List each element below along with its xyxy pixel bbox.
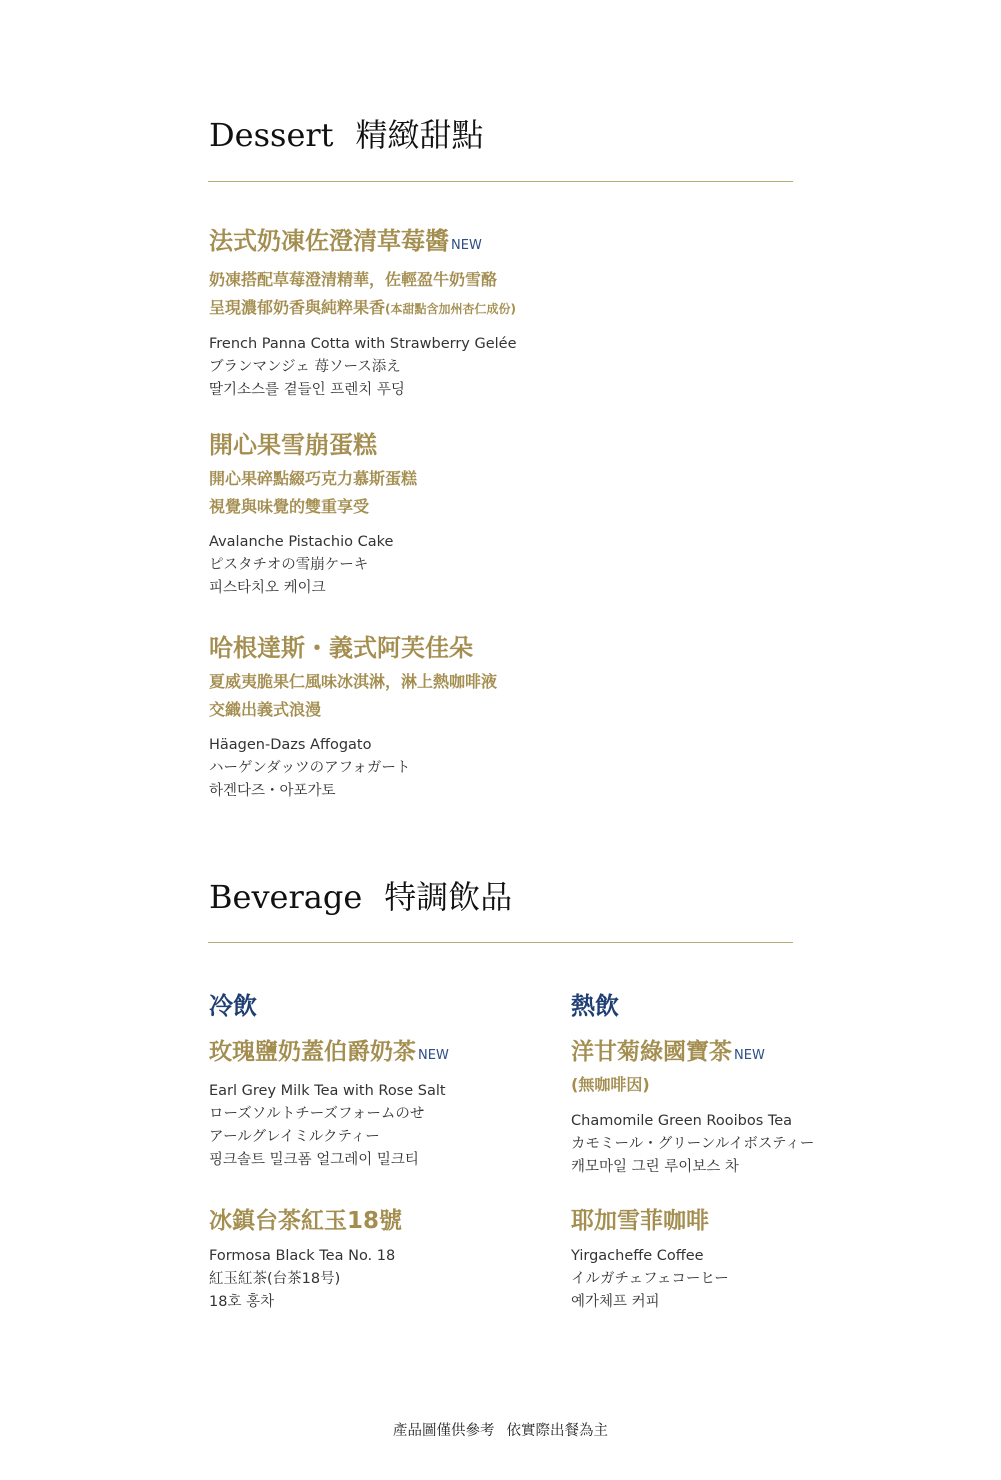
name-en: Yirgacheffe Coffee bbox=[571, 1248, 704, 1264]
dessert-item-pistachio-cake bbox=[209, 429, 809, 600]
footer-disclaimer bbox=[0, 1419, 1001, 1440]
item-name: 開心果雪崩蛋糕 bbox=[209, 431, 377, 459]
name-ja: ハーゲンダッツのアフォガート bbox=[209, 760, 411, 776]
item-translations bbox=[209, 1080, 529, 1172]
caffeine-free-note: (無咖啡因) bbox=[571, 1075, 650, 1094]
dessert-item-affogato bbox=[209, 632, 809, 803]
beverage-item-formosa-black-tea bbox=[209, 1205, 529, 1314]
name-en: Formosa Black Tea No. 18 bbox=[209, 1248, 396, 1264]
item-translations bbox=[209, 1245, 529, 1314]
name-ja: 紅玉紅茶(台茶18号) bbox=[209, 1271, 341, 1287]
beverage-item-earl-grey bbox=[209, 1036, 529, 1172]
beverage-item-chamomile-rooibos bbox=[571, 1036, 891, 1179]
name-en: Chamomile Green Rooibos Tea bbox=[571, 1113, 793, 1129]
name-en: Avalanche Pistachio Cake bbox=[209, 534, 394, 550]
name-ko: 캐모마일 그린 루이보스 차 bbox=[571, 1159, 739, 1175]
beverage-section-title bbox=[209, 872, 512, 918]
item-description: 夏威夷脆果仁風味冰淇淋，淋上熱咖啡液 交織出義式浪漫 bbox=[209, 672, 498, 719]
name-ja: ブランマンジェ 苺ソース添え bbox=[209, 359, 401, 375]
new-badge: NEW bbox=[418, 1048, 449, 1063]
dessert-divider bbox=[208, 181, 793, 182]
item-name: 耶加雪菲咖啡 bbox=[571, 1208, 709, 1234]
name-ja: ピスタチオの雪崩ケーキ bbox=[209, 557, 369, 573]
beverage-item-yirgacheffe bbox=[571, 1205, 891, 1314]
footer-text-1: 產品圖僅供參考 bbox=[393, 1423, 495, 1439]
item-name: 玫瑰鹽奶蓋伯爵奶茶 NEW bbox=[209, 1039, 449, 1065]
dessert-title-en: Dessert bbox=[209, 116, 334, 154]
name-ja-1: ローズソルトチーズフォームのせ bbox=[209, 1106, 425, 1122]
beverage-divider bbox=[208, 942, 793, 943]
name-ja: カモミール・グリーンルイボスティー bbox=[571, 1136, 815, 1152]
name-ko: 예가체프 커피 bbox=[571, 1294, 660, 1310]
name-ko: 18호 홍차 bbox=[209, 1294, 275, 1310]
name-ko: 딸기소스를 곁들인 프렌치 푸딩 bbox=[209, 382, 405, 398]
item-name: 冰鎮台茶紅玉18號 bbox=[209, 1208, 403, 1234]
item-description: 奶凍搭配草莓澄清精華，佐輕盈牛奶雪酪 呈現濃郁奶香與純粹果香(本甜點含加州杏仁成份) bbox=[209, 270, 516, 317]
footer-text-2: 依實際出餐為主 bbox=[506, 1423, 608, 1439]
item-translations bbox=[571, 1245, 891, 1314]
new-badge: NEW bbox=[734, 1048, 765, 1063]
item-name: 洋甘菊綠國寶茶 NEW bbox=[571, 1039, 765, 1065]
dessert-section-title bbox=[209, 110, 484, 156]
item-name: 法式奶凍佐澄清草莓醬 NEW bbox=[209, 227, 482, 255]
item-translations bbox=[209, 531, 809, 600]
beverage-title-en: Beverage bbox=[209, 878, 363, 916]
name-ko: 피스타치오 케이크 bbox=[209, 580, 326, 596]
name-en: Häagen-Dazs Affogato bbox=[209, 737, 372, 753]
name-en: French Panna Cotta with Strawberry Gelée bbox=[209, 336, 517, 352]
name-ja: イルガチェフェコーヒー bbox=[571, 1271, 729, 1287]
dessert-title-zh: 精緻甜點 bbox=[355, 116, 484, 154]
name-ko: 하겐다즈・아포가토 bbox=[209, 783, 336, 799]
item-translations bbox=[209, 333, 809, 402]
item-translations bbox=[209, 734, 809, 803]
name-en: Earl Grey Milk Tea with Rose Salt bbox=[209, 1083, 446, 1099]
name-ja-2: アールグレイミルクティー bbox=[209, 1129, 380, 1145]
item-description: 開心果碎點綴巧克力慕斯蛋糕 視覺與味覺的雙重享受 bbox=[209, 469, 418, 516]
item-translations bbox=[571, 1110, 891, 1179]
cold-drinks-heading: 冷飲 bbox=[209, 992, 257, 1020]
new-badge: NEW bbox=[451, 238, 482, 253]
beverage-title-zh: 特調飲品 bbox=[384, 878, 513, 916]
name-ko: 핑크솔트 밀크폼 얼그레이 밀크티 bbox=[209, 1152, 419, 1168]
dessert-item-panna-cotta bbox=[209, 225, 809, 402]
allergen-note: (本甜點含加州杏仁成份) bbox=[385, 302, 516, 316]
item-name: 哈根達斯・義式阿芙佳朵 bbox=[209, 634, 473, 662]
hot-drinks-heading: 熱飲 bbox=[571, 992, 619, 1020]
